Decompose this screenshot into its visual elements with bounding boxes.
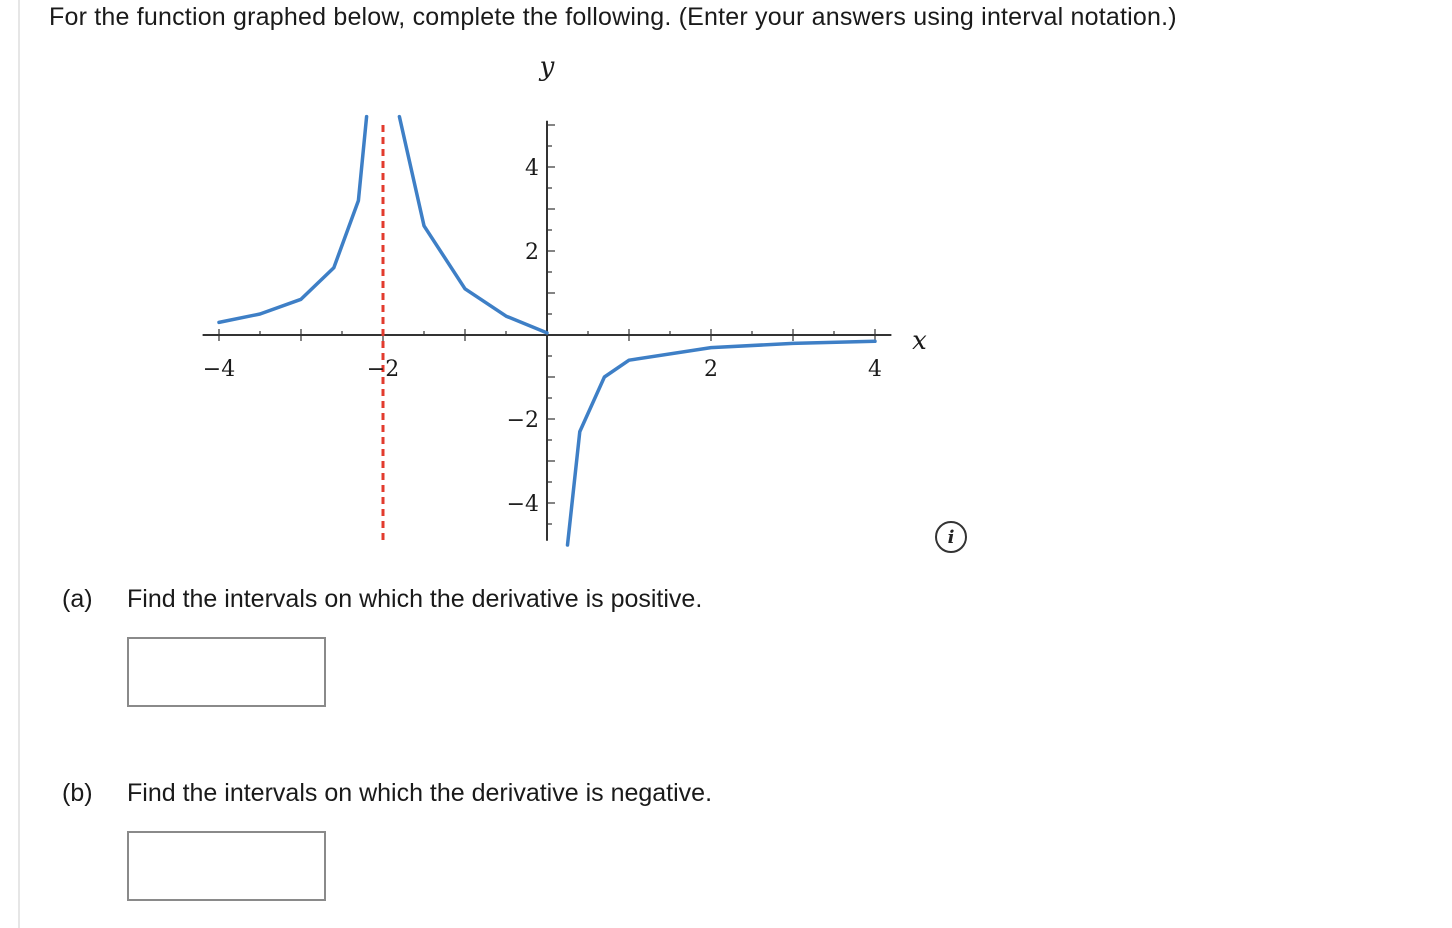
y-tick-label: −4	[506, 492, 539, 517]
part-b-prompt	[62, 779, 712, 808]
y-tick-label: 2	[525, 240, 539, 265]
part-a-answer-input[interactable]	[127, 637, 326, 707]
y-tick-label: 4	[525, 156, 539, 181]
part-a-text: Find the intervals on which the derivative is positive.	[127, 585, 703, 613]
info-icon[interactable]	[935, 521, 967, 553]
x-tick-label: 2	[704, 357, 718, 382]
curve-branch-2	[399, 117, 547, 333]
y-tick-label: −2	[506, 408, 539, 433]
curve-branch-1	[219, 117, 367, 323]
part-b-answer-input[interactable]	[127, 831, 326, 901]
x-tick-label: −2	[366, 357, 400, 382]
part-b-letter: (b)	[62, 779, 93, 807]
part-a-letter: (a)	[62, 585, 93, 613]
info-glyph: i	[947, 526, 955, 548]
x-tick-label: 4	[868, 357, 882, 382]
question-prompt: For the function graphed below, complete the following. (Enter your answers using interval notation.)	[49, 3, 1177, 31]
x-axis-label: x	[912, 326, 927, 356]
part-a-prompt	[62, 585, 702, 614]
x-tick-label: −4	[202, 357, 236, 382]
part-b-text: Find the intervals on which the derivative is negative.	[127, 779, 713, 807]
curve-branch-3	[568, 341, 876, 545]
y-axis-label: y	[539, 51, 555, 82]
